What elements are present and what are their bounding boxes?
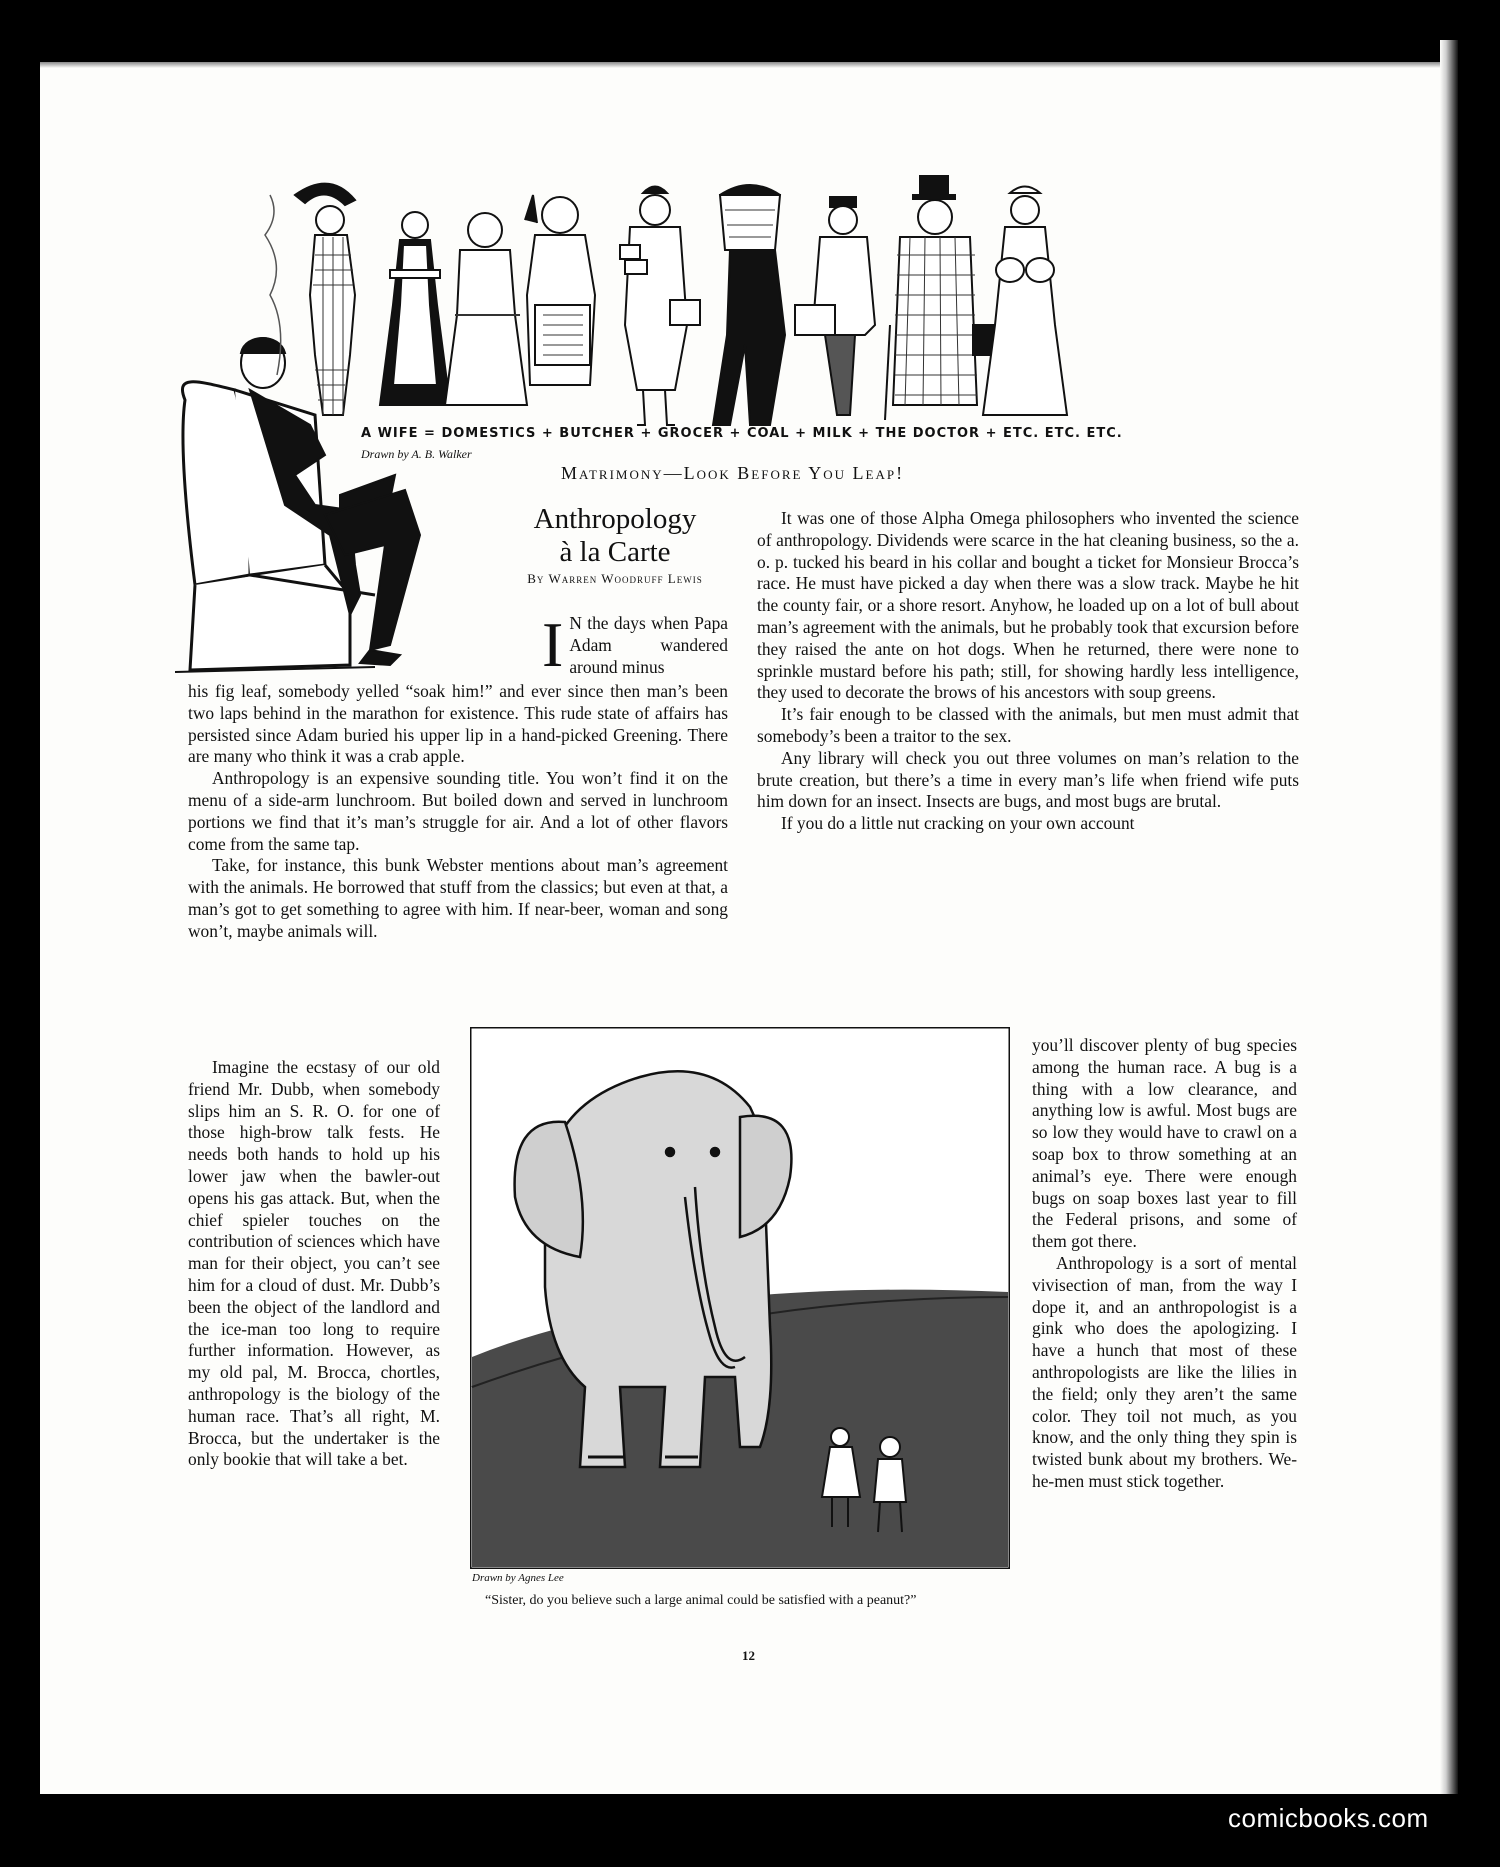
article-title-line-1: Anthropology (533, 503, 697, 535)
paragraph-8-cont: you’ll discover plenty of bug species among the human race. A bug is a thing with a low clearance, and anything low is awful. Most bugs are so low they would have to crawl on a soap box to throw something at an animal’s eye. There were enough bugs on soap boxes last year to fill the Federal prisons, and some of them got there. (1032, 1035, 1297, 1252)
byline: By Warren Woodruff Lewis (527, 571, 703, 586)
illustration-caption: “Sister, do you believe such a large animal could be satisfied with a peanut?” (485, 1593, 917, 1608)
paragraph-9: Anthropology is a sort of mental vivisection of man, from the way I dope it, and an anthropologist is a gink who does the apologizing. I have a hunch that most of these anthropologists are like the lilies in the field; only they aren’t the same color. They toil not much, as you know, and the only thing they spin is twisted bunk about my brothers. We-he-men must stick together. (1032, 1252, 1297, 1491)
intro-text: N the days when Papa Adam wandered around minus (569, 613, 728, 677)
paragraph-7: Any library will check you out three volumes on man’s relation to the brute creation, but there’s a time in every man’s life when friend wife puts him down for an insect. Insects are bugs, and most bugs are brutal. (757, 747, 1299, 812)
article-title (495, 503, 735, 569)
maid-figure (380, 212, 450, 405)
butcher-figure (525, 195, 595, 385)
milkman-figure (795, 197, 875, 415)
paragraph-2: Anthropology is an expensive sounding title. You won’t find it on the menu of a side-arm lunchroom. But boiled down and served in lunchroom portions we find that it’s man’s struggle for air. And a lot of other flavors come from the same tap. (188, 768, 728, 854)
paragraph-1: his fig leaf, somebody yelled “soak him!” and ever since then man’s been two laps behind in the marathon for existence. This rude state of affairs has persisted since Adam buried his upper lip in a hand-picked Greening. There are many who think it was a crab apple. (188, 681, 728, 767)
paragraph-4: Imagine the ecstasy of our old friend Mr. Dubb, when somebody slips him an S. R. O. for one of those high-brow talk fests. He needs both hands to hold up his lower jaw when the bawler-out opens his gas attack. But, when the chief spieler touches on the contribution of sciences which have man for their object, you can’t see him for a cloud of dust. Mr. Dubb’s been the object of the landlord and the ice-man too long to require further information. However, as my old pal, M. Brocca, chortles, anthropology is the biology of the human race. That’s all right, M. Brocca, but the undertaker is the only bookie that will take a bet. (188, 1057, 440, 1470)
left-narrow-column (188, 1057, 440, 1471)
coal-man-figure (713, 185, 785, 425)
page-number: 12 (742, 1648, 755, 1663)
paragraph-6: It’s fair enough to be classed with the animals, but men must admit that somebody’s been a traitor to the sex. (757, 704, 1299, 746)
illustration-credit: Drawn by Agnes Lee (472, 1572, 564, 1584)
article-title-line-2: à la Carte (559, 536, 671, 568)
cartoon-formula: A WIFE = DOMESTICS + BUTCHER + GROCER + COAL + MILK + THE DOCTOR + ETC. ETC. ETC. (361, 426, 1123, 441)
cartoon-title: Matrimony—Look Before You Leap! (561, 463, 905, 483)
right-narrow-column (1032, 1035, 1297, 1493)
paragraph-3: Take, for instance, this bunk Webster mentions about man’s agreement with the animals. He borrowed that stuff from the classics; but even at that, a man’s got to get something to agree with him. If near-beer, woman and song won’t, maybe animals will. (188, 855, 728, 941)
left-column (188, 681, 728, 943)
grocer-figure (620, 187, 700, 426)
cook-figure (445, 213, 527, 405)
paragraph-5: It was one of those Alpha Omega philosophers who invented the science of anthropology. Dividends were scarce in the hat cleaning business, so the a. o. p. tucked his beard in his collar and bought a ticket for Monsieur Brocca’s race. He must have picked a day when there was a slow track. Maybe he hit the county fair, or a shore resort. Anyhow, he loaded up on a lot of bull about man’s agreement with the animals, but he probably took that excursion before they raised the ante on hot dogs. When he returned, there were none to sprinkle mustard before his path; still, for showing hardly less intelligence, they used to decorate the brows of his ancestors with soup greens. (757, 508, 1299, 703)
doctor-figure (885, 175, 995, 420)
intro-paragraph (542, 609, 728, 680)
elephant-illustration (470, 1027, 1010, 1569)
cartoon-credit: Drawn by A. B. Walker (361, 447, 472, 461)
watermark: comicbooks.com (1228, 1803, 1429, 1833)
paragraph-8-start: If you do a little nut cracking on your own account (781, 813, 1135, 834)
drop-cap: I (542, 609, 564, 680)
wife-figure (295, 184, 355, 415)
right-column (757, 508, 1299, 835)
nurse-figure (983, 187, 1067, 416)
